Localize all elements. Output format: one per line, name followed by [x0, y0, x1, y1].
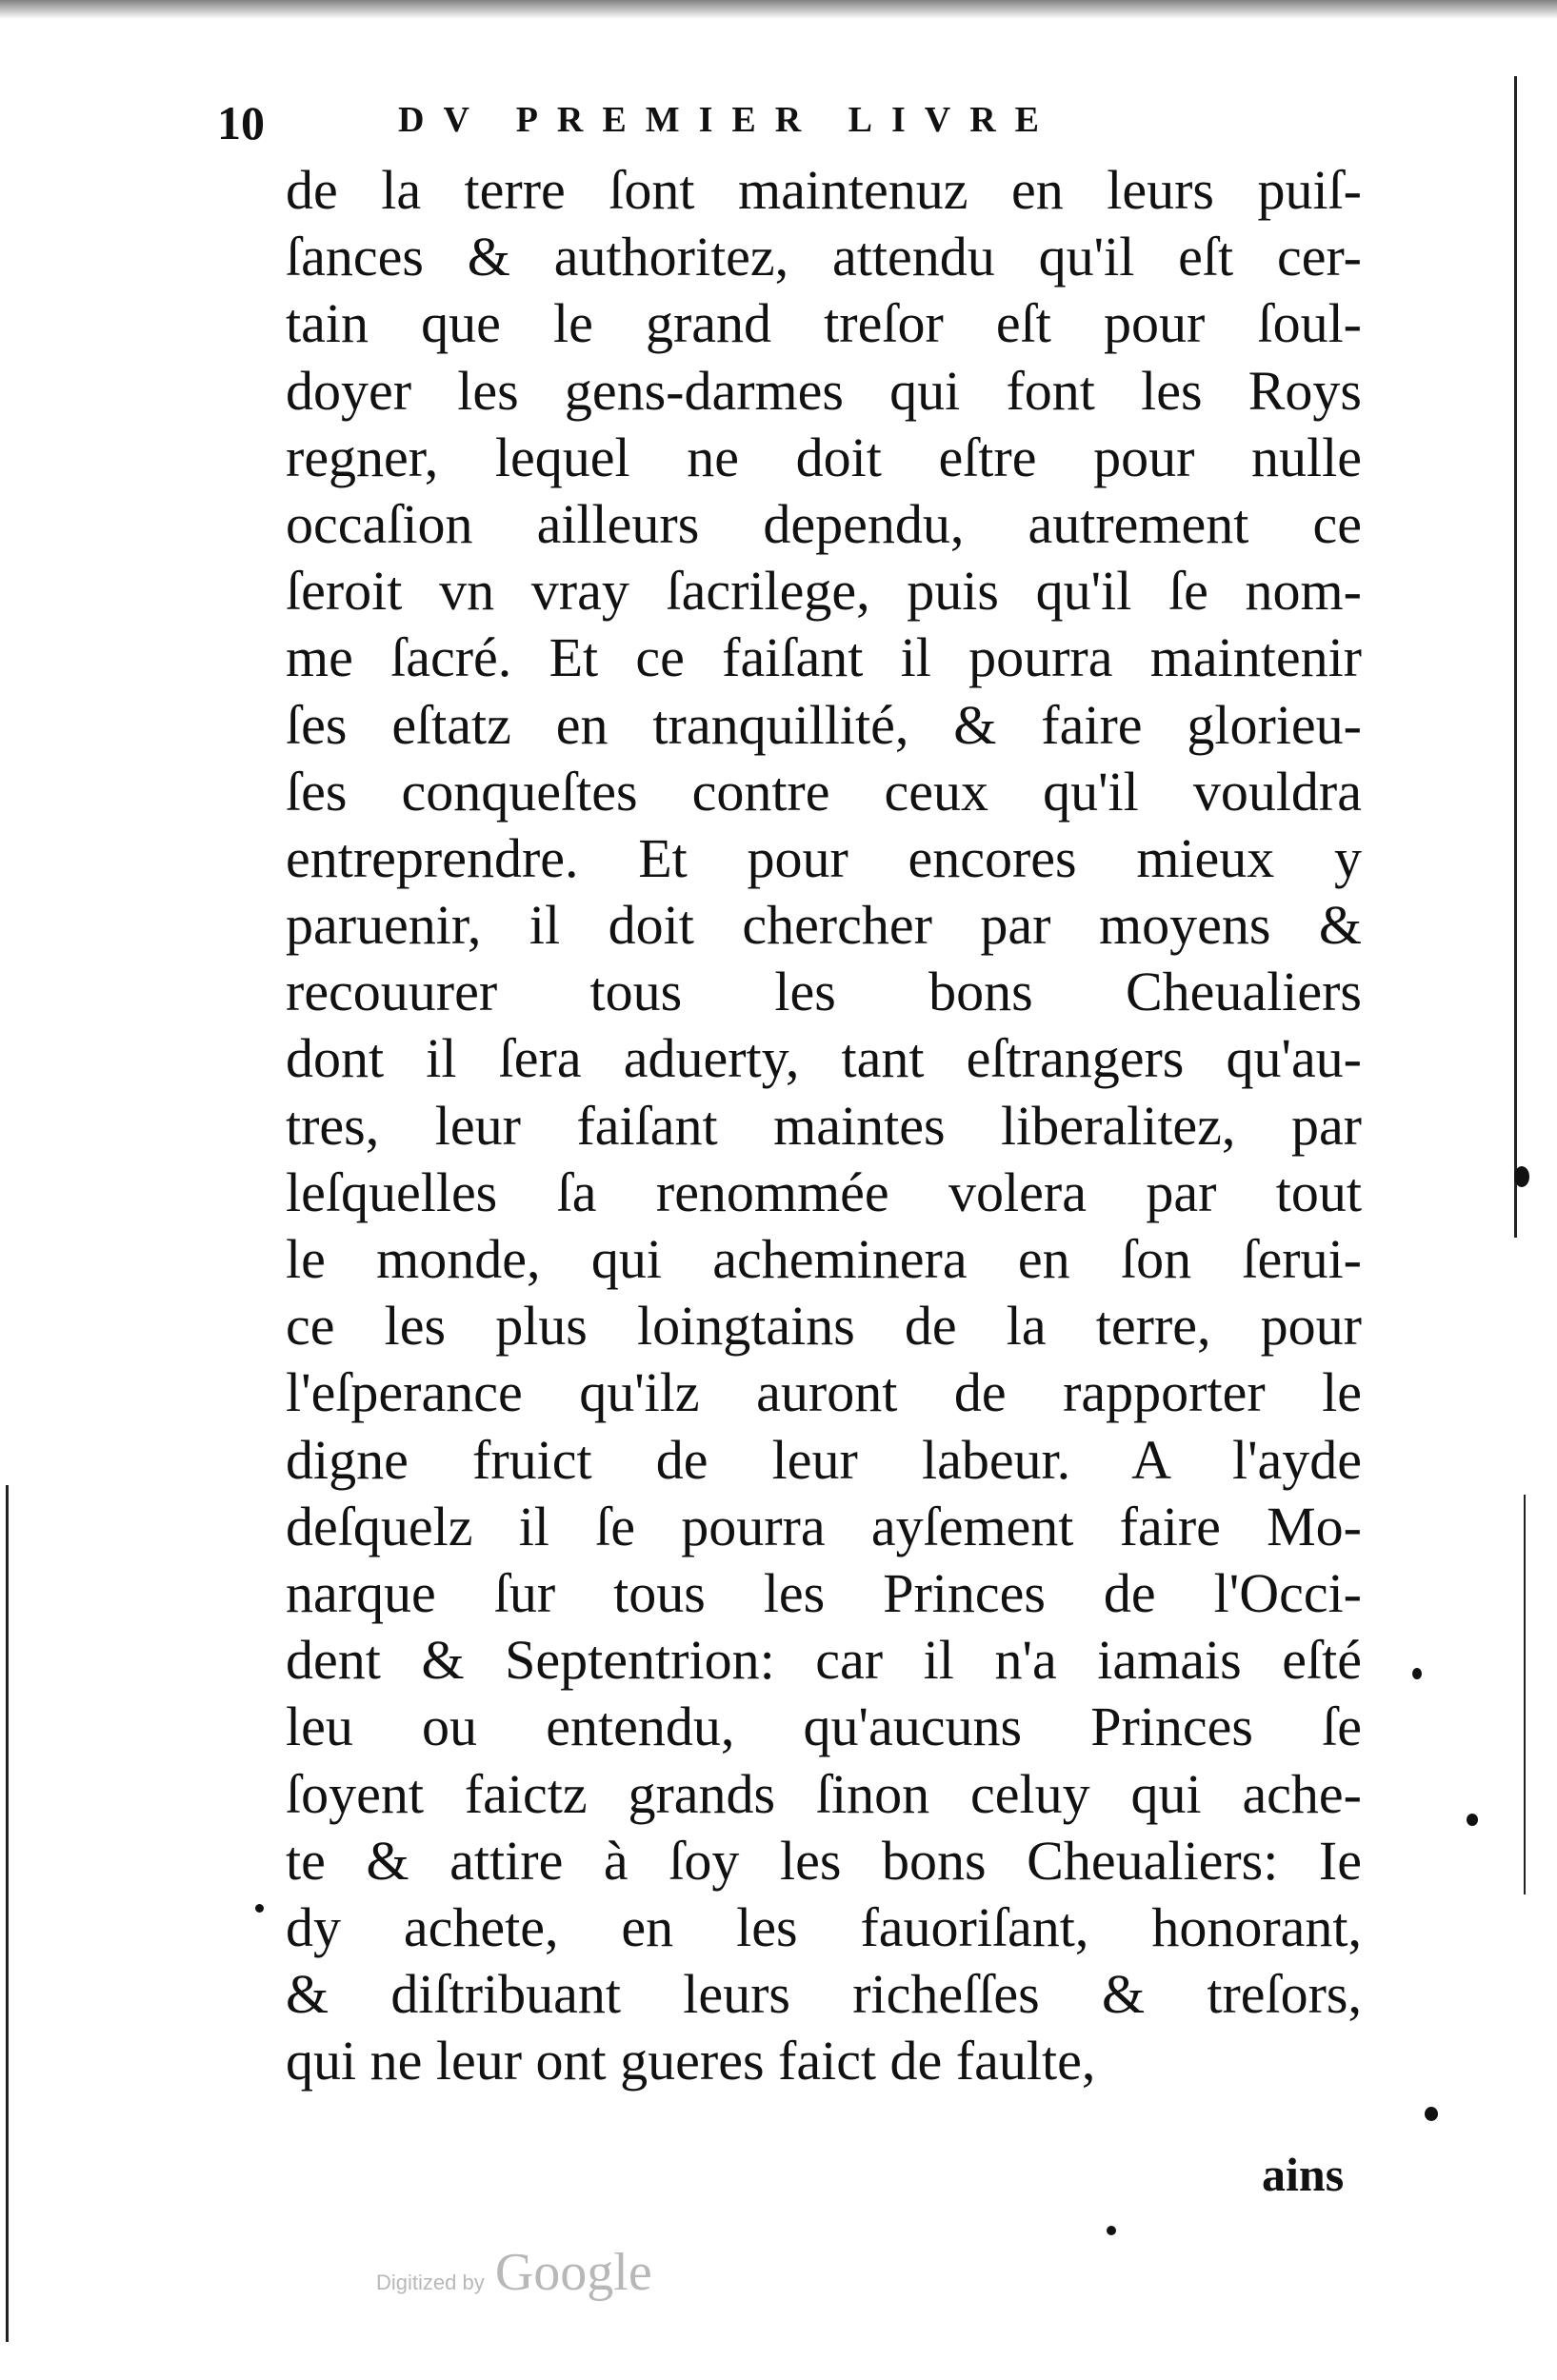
text-line: regner, lequel ne doit eſtre pour nulle [286, 426, 1362, 488]
text-line: occaſion ailleurs dependu, autrement ce [286, 492, 1362, 555]
text-line: ſeroit vn vray ſacrilege, puis qu'il ſe nom- [286, 560, 1362, 623]
binding-edge-line-left [6, 1485, 9, 2342]
page-header [217, 95, 1246, 152]
text-line: ſoyent faictz grands ſinon celuy qui ache- [286, 1762, 1362, 1825]
body-text [286, 157, 1362, 2094]
text-line: digne fruict de leur labeur. A l'ayde [286, 1428, 1362, 1491]
digitized-watermark [376, 2242, 652, 2302]
text-line: ſes conqueſtes contre ceux qu'il vouldra [286, 760, 1362, 823]
text-line: de la terre ſont maintenuz en leurs puiſ- [286, 159, 1362, 221]
text-line: me ſacré. Et ce faiſant il pourra maintenir [286, 626, 1362, 689]
ink-speck [1412, 1668, 1422, 1679]
ink-speck [1425, 2107, 1438, 2121]
ink-speck [1467, 1814, 1478, 1826]
catchword: ains [1262, 2148, 1345, 2201]
text-line: leu ou entendu, qu'aucuns Princes ſe [286, 1696, 1362, 1758]
text-line: l'eſperance qu'ilz auront de rapporter le [286, 1361, 1362, 1424]
text-line: paruenir, il doit chercher par moyens & [286, 894, 1362, 957]
page-top-edge-shadow [0, 0, 1557, 19]
text-line: deſquelz il ſe pourra ayſement faire Mo- [286, 1495, 1362, 1557]
watermark-prefix: Digitized by [376, 2271, 485, 2294]
text-line: dent & Septentrion: car il n'a iamais eſté [286, 1629, 1362, 1692]
ink-speck [1514, 1166, 1529, 1187]
text-line: entreprendre. Et pour encores mieux y [286, 826, 1362, 889]
text-line: narque ſur tous les Princes de l'Occi- [286, 1561, 1362, 1624]
text-line: dont il ſera aduerty, tant eſtrangers qu'au- [286, 1027, 1362, 1090]
page-number: 10 [217, 96, 265, 149]
ink-speck [1107, 2226, 1116, 2235]
text-line: leſquelles ſa renommée volera par tout [286, 1160, 1362, 1223]
text-line: qui ne leur ont gueres faict de faulte, [286, 2030, 1096, 2092]
running-title: DV PREMIER LIVRE [398, 100, 1059, 140]
text-line: le monde, qui acheminera en ſon ſerui- [286, 1228, 1362, 1290]
text-line: tain que le grand treſor eſt pour ſoul- [286, 292, 1362, 355]
text-line: tres, leur faiſant maintes liberalitez, par [286, 1094, 1362, 1157]
text-line: ſances & authoritez, attendu qu'il eſt cer- [286, 226, 1362, 288]
text-line: te & attire à ſoy les bons Cheualiers: Ie [286, 1829, 1362, 1892]
text-line: & diſtribuant leurs richeſſes & treſors, [286, 1963, 1362, 2026]
text-line: dy achete, en les fauoriſant, honorant, [286, 1895, 1362, 1958]
text-line: recouurer tous les bons Cheualiers [286, 961, 1362, 1023]
text-line: ce les plus loingtains de la terre, pour [286, 1295, 1362, 1358]
binding-edge-line-lower [1524, 1495, 1526, 1894]
text-line: ſes eſtatz en tranquillité, & faire glorieu- [286, 693, 1362, 756]
binding-edge-line [1514, 76, 1517, 1238]
watermark-brand: Google [494, 2243, 652, 2302]
ink-speck [255, 1904, 264, 1913]
text-line: doyer les gens-darmes qui font les Roys [286, 359, 1362, 422]
